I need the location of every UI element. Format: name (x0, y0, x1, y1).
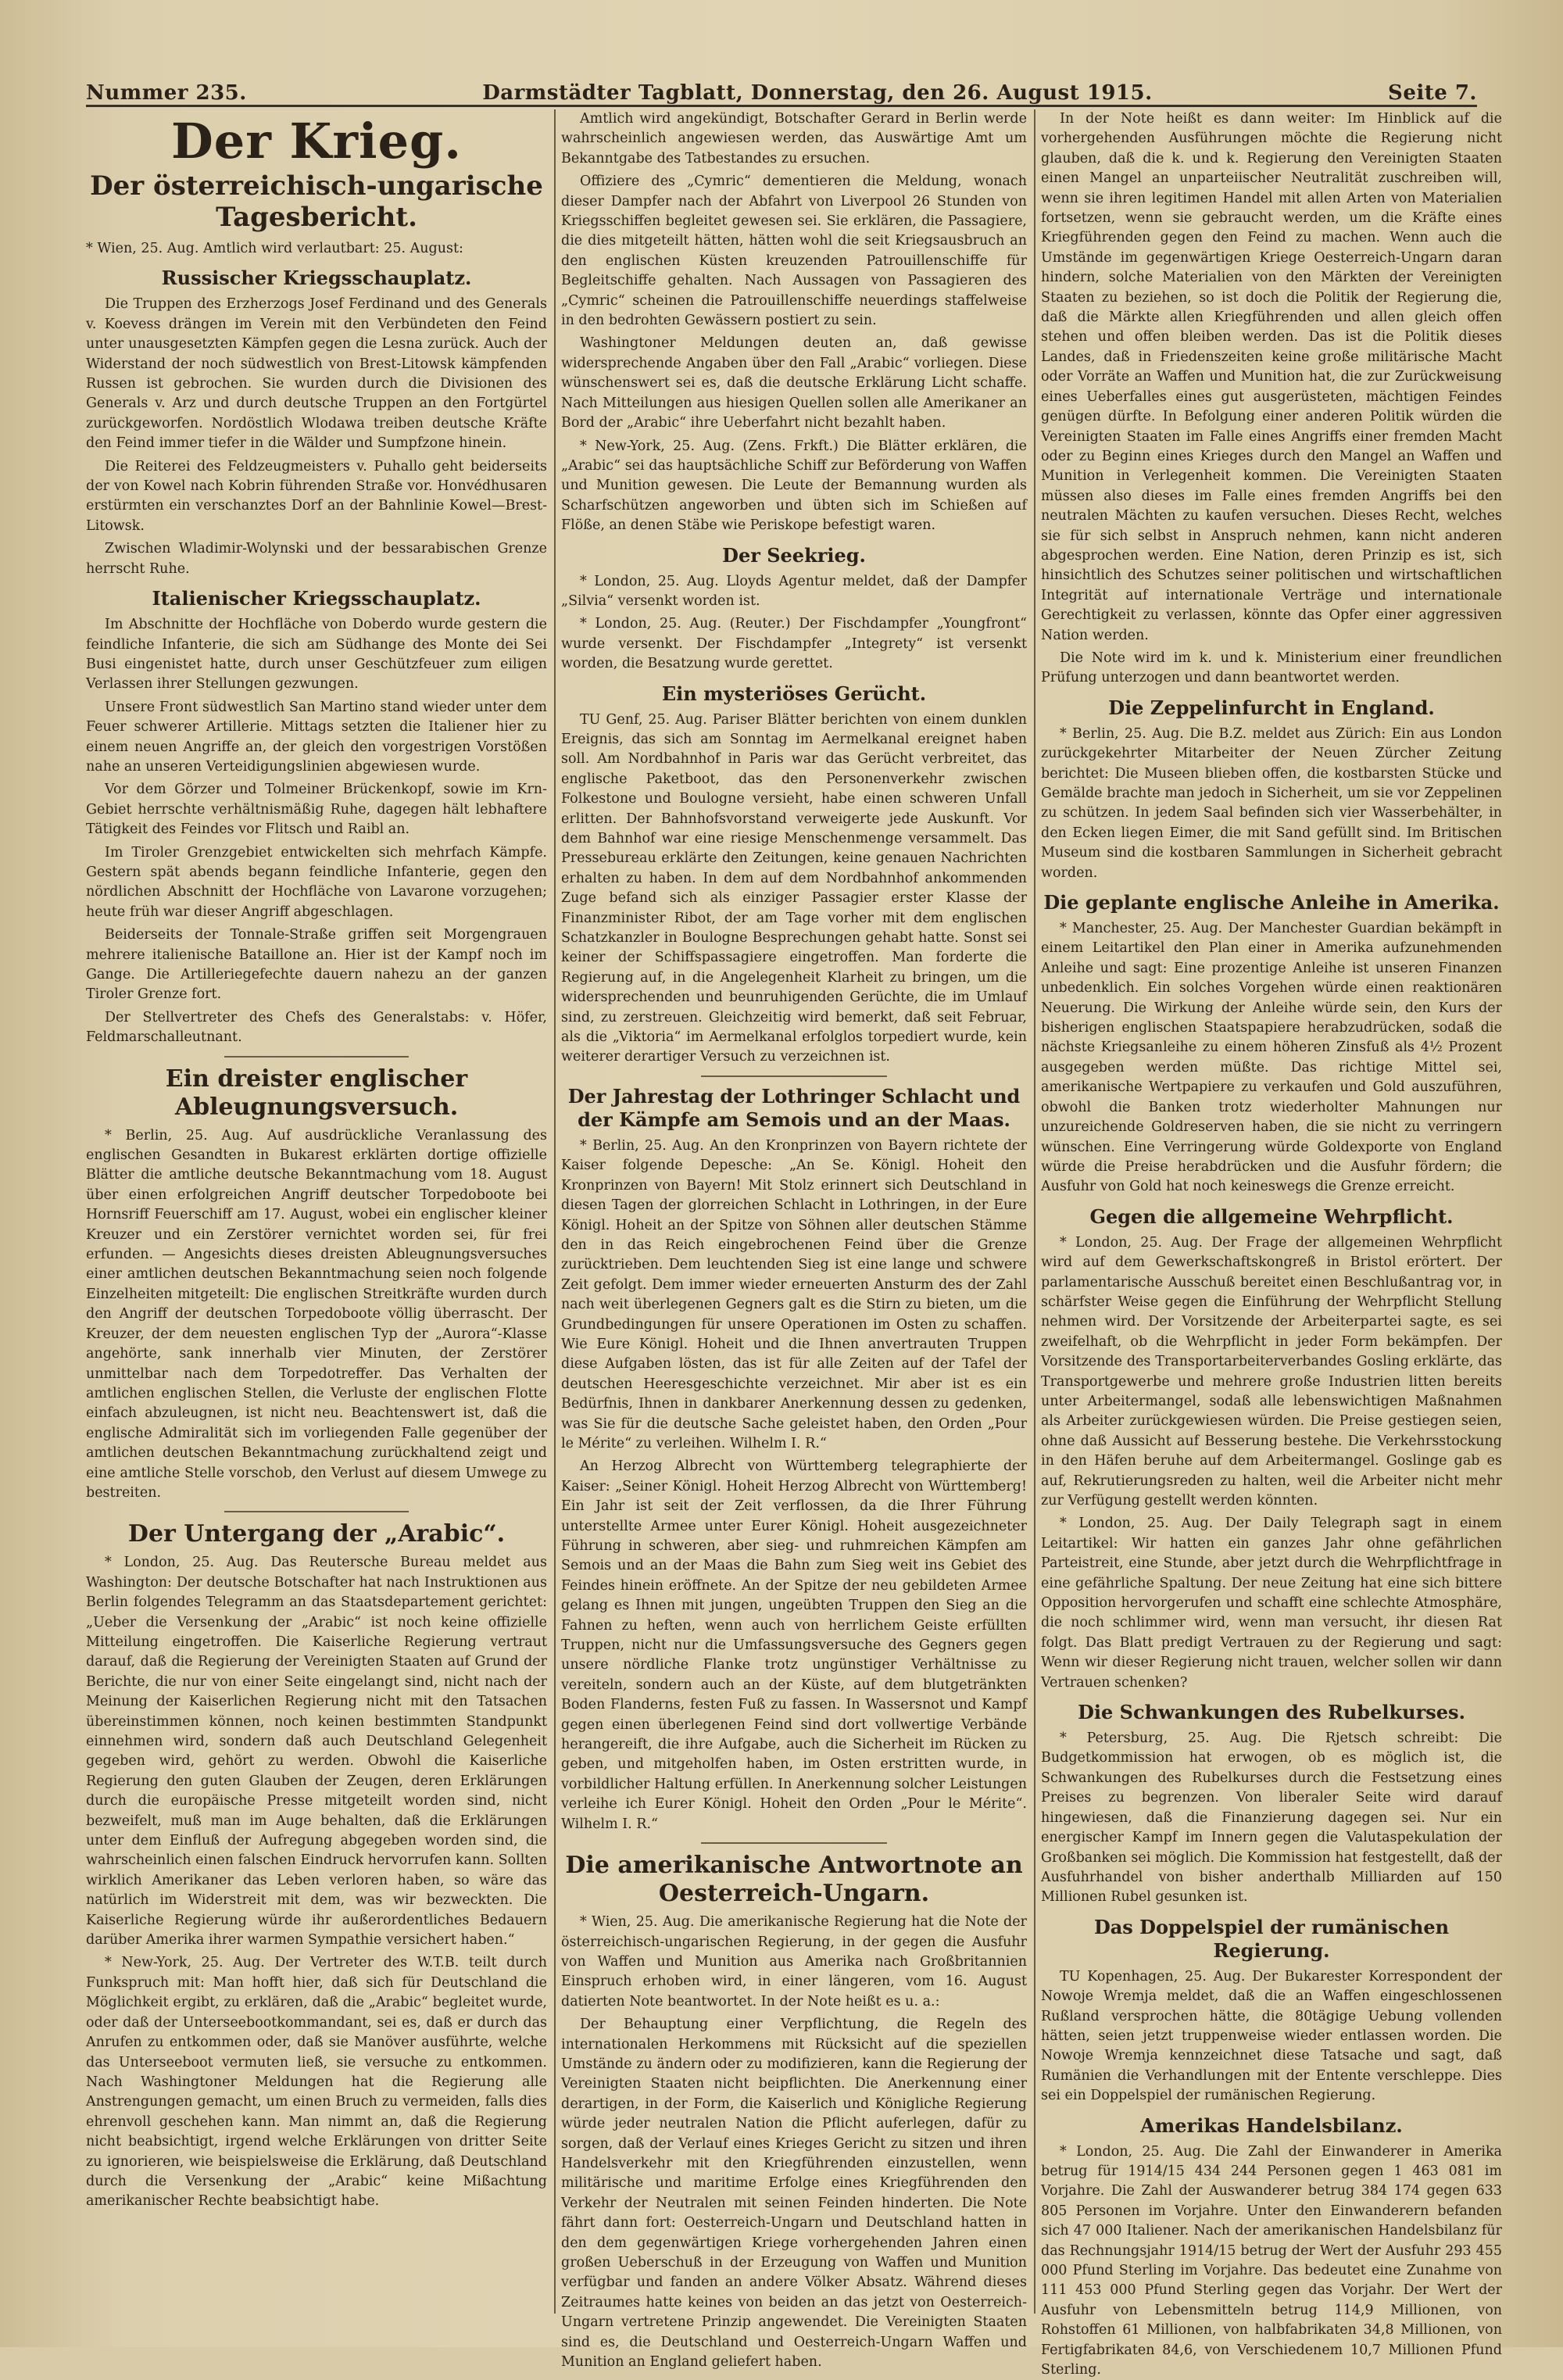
headline-geruecht: Ein mysteriöses Gerücht. (661, 682, 927, 705)
column-divider (1034, 109, 1035, 2314)
headline-lothringen: Der Jahrestag der Lothringer Schlacht und der Kämpfe am Semois und an der Maas. (567, 1084, 1021, 1131)
section-heading-russia: Russischer Kriegsschauplatz. (161, 267, 472, 290)
sub-headline: Der österreichisch-ungarische Tagesbericht. (90, 170, 543, 233)
paragraph: * Berlin, 25. Aug. An den Kronprinzen von Bayern richtete der Kaiser folgende Depesche: „An Se. Königl. Hoheit den Kronprinzen von Bayern! Mit Stolz erinnert sich Deutschland in diesen Tagen der glorreichen Schlacht in Lothringen, in der Eure Königl. Hoheit an der Spitze von Söhnen aller deutschen Stämme den in das Reich eingebrochenen Feind über die Grenze zurücktrieben. Dem leuchtenden Sieg ist eine lange und schwere Zeit gefolgt. Dem immer wieder erneuerten Ansturm des der Zahl nach weit überlegenen Gegners galt es die Stirn zu bieten, um die Grundbedingungen für unsere Operationen im Osten zu schaffen. Wie Eure Königl. Hoheit und die Ihnen anvertrauten Truppen diese Aufgaben lösten, das ist für alle Zeiten auf der Tafel der deutschen Heeresgeschichte verzeichnet. Mir aber ist es ein Bedürfnis, Ihnen in dankbarer Anerkennung dessen zu gedenken, was Sie für die deutsche Sache geleistet haben, den Orden „Pour le Mérite“ zu verleihen. Wilhelm I. R.“ (561, 1137, 1027, 1451)
paragraph: * Wien, 25. Aug. Die amerikanische Regierung hat die Note der österreichisch-ungarischen Regierung, in der gegen die Ausfuhr von Waffen und Munition aus Amerika nach Großbritannien Einspruch erhoben wird, in einer längeren, vom 16. August datierten Note beantwortet. In der Note heißt es u. a.: (561, 1914, 1027, 2010)
paragraph: * London, 25. Aug. Die Zahl der Einwanderer in Amerika betrug für 1914/15 434 244 Personen gegen 1 463 081 im Vorjahre. Die Zahl der Auswanderer betrug 384 174 gegen 633 805 Personen im Vorjahre. Unter den Einwanderern befanden sich 47 000 Italiener. Nach der amerikanischen Handelsbilanz für das Rechnungsjahr 1914/15 betrug der Wert der Ausfuhr 293 455 000 Pfund Sterling im Vorjahre. Das bedeutet eine Zunahme von 111 453 000 Pfund Sterling gegen das Vorjahr. Der Wert der Ausfuhr von Lebensmitteln betrug 114,9 Millionen, von Rohstoffen 61 Millionen, von halbfabrikaten 34,8 Millionen, von Fertigfabrikaten 84,6, von Verschiedenem 10,7 Millionen Pfund Sterling. (1041, 2143, 1502, 2378)
paragraph: Zwischen Wladimir-Wolynski und der bessarabischen Grenze herrscht Ruhe. (86, 541, 547, 577)
page-number: Seite 7. (1388, 81, 1477, 105)
headline-ableugnung: Ein dreister englischer Ableugnungsversuch. (165, 1065, 468, 1121)
paragraph: Vor dem Görzer und Tolmeiner Brückenkopf, sowie im Krn-Gebiet herrschte verhältnismäßig Ruhe, dagegen hält lebhaftere Tätigkeit des Feindes vor Flitsch und Raibl an. (86, 782, 547, 838)
paragraph: * London, 25. Aug. (Reuter.) Der Fischdampfer „Youngfront“ wurde versenkt. Der Fischdampfer „Integrety“ ist versenkt worden, die Besatzung wurde gerettet. (561, 616, 1027, 672)
paragraph: Im Abschnitte der Hochfläche von Doberdo wurde gestern die feindliche Infanterie, die sich am Südhange des Monte dei Sei Busi eingenistet hatte, durch unser Geschützfeuer zum eiligen Verlassen ihrer Stellungen gezwungen. (86, 617, 547, 693)
paragraph: * Petersburg, 25. Aug. Die Rjetsch schreibt: Die Budgetkommission hat erwogen, ob es möglich ist, die Schwankungen des Rubelkurses durch die Festsetzung eines Preises zu begrenzen. Von liberaler Seite wird darauf hingewiesen, daß die Finanzierung dagegen sei. Nur ein energischer Kampf im Innern gegen die Valutaspekulation der Großbanken sei möglich. Die Kommission hat festgestellt, daß der Ausfuhrhandel von bisher anderthalb Milliarden auf 150 Millionen Rubel gesunken ist. (1041, 1730, 1502, 1906)
headline-anleihe: Die geplante englische Anleihe in Amerika. (1043, 891, 1500, 914)
paragraph: * London, 25. Aug. Der Frage der allgemeinen Wehrpflicht wird auf dem Gewerkschaftskongreß in Bristol erörtert. Der parlamentarische Ausschuß bereitet einen Beschlußantrag vor, in schärfster Weise gegen die Einführung der Wehrpflicht Stellung nehmen wird. Der Vorsitzende der Arbeiterpartei sagte, es sei zweifelhaft, ob die Wehrpflicht in jeder Form bekämpfen. Der Vorsitzende des Transportarbeiterverbandes Gosling erklärte, das Transportgewerbe und mehrere große Industrien litten bereits unter Arbeitermangel, sodaß alle lebenswichtigen Maßnahmen als Arbeiter zurückgewiesen würden. Die Preise gestiegen seien, ohne daß Aussicht auf Besserung bestehe. Die Verkehrsstockung in den Häfen beruhe auf dem Arbeitermangel. Goslinge gab es auf, Rekrutierungsreden zu halten, weil die Arbeiter nicht mehr zur Verfügung gestellt werden könnten. (1041, 1234, 1502, 1509)
paragraph: In der Note heißt es dann weiter: Im Hinblick auf die vorhergehenden Ausführungen möchte die Regierung nicht glauben, daß die k. und k. Regierung den Vereinigten Staaten einen Mangel an unparteiischer Neutralität zuschreiben will, wenn sie ihren legitimen Handel mit allen Arten von Materialien fortsetzen, wenn sie gebraucht werden, um die Kräfte eines Kriegführenden gegen den Feind zu machen. Wenn auch die Umstände im gegenwärtigen Kriege Oesterreich-Ungarn daran hindern, solche Materialien von den Märkten der Vereinigten Staaten zu beziehen, so ist doch die Politik der Regierung die, daß die Märkte allen Kriegführenden und allen gleich offen stehen und offen bleiben werden. Das ist die Politik dieses Landes, daß in Friedenszeiten keine große militärische Macht oder Vorräte an Waffen und Munition hat, die zur Zurückweisung eines Ueberfalles eines gut ausgerüsteten, mächtigen Feindes genügen dürfte. In Befolgung einer anderen Politik würden die Vereinigten Staaten im Falle eines Angriffs einer fremden Macht oder zu Beginn eines Krieges durch den Mangel an Waffen und Munition in Verlegenheit kommen. Die Vereinigten Staaten müssen also dieses im Falle eines fremden Angriffs bei den neutralen Mächten zu kaufen versuchen. Dieses Recht, welches sie für sich selbst in Anspruch nehmen, kann nicht anderen abgesprochen werden. Eine Nation, deren Prinzip es ist, sich hinsichtlich des Schutzes seiner politischen und wirtschaftlichen Integrität auf internationale Verträge und internationale Gerechtigkeit zu verlassen, könnte das Opfer einer aggressiven Nation werden. (1041, 111, 1502, 643)
column-2 (561, 109, 1027, 2371)
paragraph: Beiderseits der Tonnale-Straße griffen seit Morgengrauen mehrere italienische Bataillone an. Hier ist der Kampf noch im Gange. Die Artilleriegefechte dauern nahezu an der ganzen Tiroler Grenze fort. (86, 927, 547, 1003)
headline-rubelkurs: Die Schwankungen des Rubelkurses. (1078, 1701, 1465, 1724)
headline-rumaenien: Das Doppelspiel der rumänischen Regierung. (1093, 1915, 1450, 1962)
headline-zeppelin: Die Zeppelinfurcht in England. (1108, 696, 1435, 719)
paragraph: * Berlin, 25. Aug. Die B.Z. meldet aus Zürich: Ein aus London zurückgekehrter Mitarbeiter der Neuen Zürcher Zeitung berichtet: Die Museen blieben offen, die kostbarsten Stücke und Gemälde brachte man jedoch in Sicherheit, um sie vor Zeppelinen zu schützen. In jedem Saal befinden sich vier Wasserbehälter, in den Ecken liegen Eimer, die mit Sand gefüllt sind. Im Britischen Museum sind die kostbaren Sammlungen in Sicherheit gebracht worden. (1041, 725, 1502, 881)
section-heading-italy: Italienischer Kriegsschauplatz. (152, 587, 481, 610)
separator (224, 1511, 409, 1512)
headline-antwortnote: Die amerikanische Antwortnote an Oesterreich-Ungarn. (565, 1852, 1023, 1908)
paragraph: * Manchester, 25. Aug. Der Manchester Guardian bekämpft in einem Leitartikel den Plan einer in Amerika aufzunehmenden Anleihe und sagt: Eine prozentige Anleihe ist unseren Finanzen unbedenklich. Ein solches Vorgehen würde einen reaktionären Neuerung. Die Wirkung der Anleihe würde sein, den Kurs der bisherigen englischen Staatspapiere herabzudrücken, sodaß die nächste Kriegsanleihe zu einem höheren Zinsfuß als 4½ Prozent ausgegeben werden müßte. Das richtige Mittel sei, amerikanische Wertpapiere zu verkaufen und Gold auszuführen, obwohl die Banken trotz wiederholter Mahnungen nur unzureichende Goldreserven haben, die sie nicht zu verringern wünschen. Eine Verringerung würde Goldexporte von England würde die Preise herabdrücken und die Ausfuhr fördern; die Ausfuhr von Gold hat noch keineswegs die Grenze erreicht. (1041, 921, 1502, 1195)
paragraph: Washingtoner Meldungen deuten an, daß gewisse widersprechende Angaben über den Fall „Arabic“ vorliegen. Diese wünschenswert sei es, daß die deutsche Erklärung Licht schaffe. Nach Mitteilungen aus hiesigen Quellen sollen alle Amerikaner an Bord der „Arabic“ ihre Ueberfahrt nicht bezahlt haben. (561, 335, 1027, 431)
paragraph: * London, 25. Aug. Der Daily Telegraph sagt in einem Leitartikel: Wir hatten ein ganzes Jahr ohne gefährlichen Parteistreit, eine Stunde, aber jetzt durch die Wehrpflichtfrage in eine gefährliche Spaltung. Der neue Zeitung hat eine sich bittere Opposition hervorgerufen und schafft eine schlechte Atmosphäre, die noch schlimmer wird, wenn man versucht, ihr diesen Rat folgt. Das Blatt predigt Vertrauen zu der Regierung und sagt: Wenn wir dieser Regierung nicht trauen, welcher sollen wir dann Vertrauen schenken? (1041, 1516, 1502, 1691)
article-intro: * Wien, 25. Aug. Amtlich wird verlautbart: 25. August: (86, 241, 463, 256)
separator (224, 1056, 409, 1058)
headline-seekrieg: Der Seekrieg. (722, 543, 866, 567)
masthead (86, 61, 1477, 107)
paragraph: Amtlich wird angekündigt, Botschafter Gerard in Berlin werde wahrscheinlich angewiesen werden, das Auswärtige Amt um Bekanntgabe des Tatbestandes zu ersuchen. (561, 111, 1027, 166)
issue-number: Nummer 235. (86, 81, 247, 105)
paragraph: An Herzog Albrecht von Württemberg telegraphierte der Kaiser: „Seiner Königl. Hoheit Herzog Albrecht von Württemberg! Ein Jahr ist seit der Zeit verflossen, da die Ihrer Führung unterstellte Armee unter Eurer Königl. Hoheit ausgezeichneter Führung in schweren, aber sieg- und ruhmreichen Kämpfen am Semois und an der Maas die Bahn zum Sieg weit ins Gebiet des Feindes hinein eröffnete. An der Spitze der neu gebildeten Armee gelang es Ihnen mit jungen, ungeübten Truppen den Sieg an die Fahnen zu heften, wenn auch von herrlichem Geiste erfüllten Truppen, nicht nur die Umfassungsversuche des Gegners gegen unsere nördliche Flanke trotz ungünstiger Verhältnisse zu vereiteln, sondern auch an der Küste, auf dem blutgetränkten Boden Flanderns, festen Fuß zu fassen. In Wassersnot und Kampf gegen einen überlegenen Feind sind dort vollwertige Verbände herangereift, die ihre Aufgabe, auch die Sicherheit im Rücken zu geben, und mitgeholfen haben, im Osten erstritten wurde, in vorbildlicher Haltung erfüllen. In Anerkennung solcher Leistungen verleihe ich Eurer Königl. Hoheit den Orden „Pour le Mérite“. Wilhelm I. R.“ (561, 1458, 1027, 1832)
signature: Der Stellvertreter des Chefs des Generalstabs: v. Höfer, Feldmarschalleutnant. (86, 1009, 547, 1046)
paragraph: * London, 25. Aug. Lloyds Agentur meldet, daß der Dampfer „Silvia“ versenkt worden ist. (561, 573, 1027, 609)
paragraph: * New-York, 25. Aug. Der Vertreter des W.T.B. teilt durch Funkspruch mit: Man hofft hier, daß sich für Deutschland die Möglichkeit ergibt, zu erklären, daß die „Arabic“ begleitet wurde, oder daß der Unterseebootkommandant, sei es, daß er durch das Anrufen zu entkommen oder, daß sie Manöver ausführte, welche das Unterseeboot vermuten ließ, sie versuche zu entkommen. Nach Washingtoner Meldungen hat die Regierung alle Anstrengungen gemacht, um einen Bruch zu vermeiden, falls dies ehrenvoll geschehen kann. Man nimmt an, daß die Regierung nicht beabsichtigt, irgend welche Erklärungen von dritter Seite zu ignorieren, wie beispielsweise die Erklärung, daß Deutschland durch die Versenkung der „Arabic“ keine Mißachtung amerikanischer Rechte beabsichtigt habe. (86, 1955, 547, 2210)
paragraph: TU Kopenhagen, 25. Aug. Der Bukarester Korrespondent der Nowoje Wremja meldet, daß die an Waffen eingeschlossenen Rußland versprochen hätte, die 80tägige Uebung vollenden hätten, seien jetzt truppenweise wieder entlassen worden. Die Nowoje Wremja kennzeichnet diese Tatsache und sagt, daß Rumänien die Verhandlungen mit der Entente verschleppe. Dies sei ein Doppelspiel der rumänischen Regierung. (1041, 1968, 1502, 2104)
headline-handelsbilanz: Amerikas Handelsbilanz. (1140, 2113, 1403, 2137)
paragraph: Die Truppen des Erzherzogs Josef Ferdinand und des Generals v. Koevess drängen im Verein mit den Verbündeten den Feind unter unausgesetzten Kämpfen gegen die Lesna zurück. Auch der Widerstand der noch südwestlich von Brest-Litowsk kämpfenden Russen ist gebrochen. Sie wurden durch die Divisionen des Generals v. Arz und durch deutsche Truppen an den Fortgürtel zurückgeworfen. Nordöstlich Wlodawa treiben deutsche Kräfte den Feind immer tiefer in die Wälder und Sumpfzone hinein. (86, 296, 547, 452)
paragraph: Unsere Front südwestlich San Martino stand wieder unter dem Feuer schwerer Artillerie. Mittags setzten die Italiener hier zu einem neuen Angriffe an, der gleich den vorgestrigen Vorstößen nahe an unseren Verteidigungslinien abgewiesen wurde. (86, 699, 547, 775)
paragraph: Die Note wird im k. und k. Ministerium einer freundlichen Prüfung unterzogen und dann beantwortet werden. (1041, 650, 1502, 686)
column-divider (554, 109, 556, 2314)
headline-arabic: Der Untergang der „Arabic“. (127, 1520, 506, 1548)
headline-wehrpflicht: Gegen die allgemeine Wehrpflicht. (1089, 1204, 1454, 1228)
paragraph: Die Reiterei des Feldzeugmeisters v. Puhallo geht beiderseits der von Kowel nach Kobrin führenden Straße vor. Honvédhusaren erstürmten ein verschanztes Dorf an der Bahnlinie Kowel—Brest-Litowsk. (86, 458, 547, 534)
paragraph: * New-York, 25. Aug. (Zens. Frkft.) Die Blätter erklären, die „Arabic“ sei das hauptsächliche Schiff zur Beförderung von Waffen und Munition gewesen. Die Leute der Bemannung wurden als Scharfschützen angeworben und übten sich im Schießen auf Flöße, an denen Stäbe wie Periskope befestigt waren. (561, 438, 1027, 534)
column-1 (86, 109, 547, 2321)
paragraph: * London, 25. Aug. Das Reutersche Bureau meldet aus Washington: Der deutsche Botschafter hat nach Instruktionen aus Berlin folgendes Telegramm an das Staatsdepartement gerichtet: „Ueber die Versenkung der „Arabic“ ist noch keine offizielle Mitteilung eingetroffen. Die Kaiserliche Regierung vertraut darauf, daß die Regierung der Vereinigten Staaten auf Grund der Berichte, die nur von einer Seite eingelangt sind, nicht nach der Meinung der Kaiserlichen Regierung nicht mit den Tatsachen übereinstimmen können, noch keinen bestimmten Standpunkt einnehmen wird, sondern daß auch Deutschland Gelegenheit gegeben wird, gehört zu werden. Obwohl die Kaiserliche Regierung den guten Glauben der Zeugen, deren Erklärungen durch die europäische Presse mitgeteilt worden sind, nicht bezweifelt, muß man im Auge behalten, daß die Erklärungen unter dem Einfluß der Aufregung abgegeben worden sind, die wahrscheinlich einen falschen Eindruck hervorrufen kann. Sollten wirklich Amerikaner das Leben verloren haben, so wäre das natürlich im Widerstreit mit dem, was wir bezweckten. Die Kaiserliche Regierung würde ihr außerordentliches Bedauern darüber Amerika ihrer warmen Sympathie versichert haben.“ (86, 1555, 547, 1949)
separator (701, 1842, 887, 1844)
separator (701, 1075, 887, 1077)
main-headline: Der Krieg. (171, 113, 462, 170)
paragraph: TU Genf, 25. Aug. Pariser Blätter berichten von einem dunklen Ereignis, das sich am Sonntag im Aermelkanal ereignet haben soll. Am Nordbahnhof in Paris war das Gerücht verbreitet, das englische Paketboot, das den Personenverkehr zwischen Folkestone und Boulogne versieht, habe einen schweren Unfall erlitten. Der Bahnhofsvorstand verweigerte jede Auskunft. Vor dem Bahnhof war eine riesige Menschenmenge versammelt. Das Pressebureau erklärte den Zeitungen, keine genauen Nachrichten erhalten zu haben. In dem auf dem Nordbahnhof ankommenden Zuge befand sich als einziger Passagier erster Klasse der Finanzminister Ribot, der am Tage vorher mit dem englischen Schatzkanzler in Boulogne Besprechungen gehabt hatte. Sonst sei keiner der Schiffspassagiere eingetroffen. Man forderte die Regierung auf, in die Angelegenheit Klarheit zu bringen, um die widersprechenden und beunruhigenden Gerüchte, die im Umlauf sind, zu zerstreuen. Gleichzeitig wird bemerkt, daß seit Februar, als die „Viktoria“ im Aermelkanal erfolglos torpediert wurde, kein weiterer derartiger Versuch zu verzeichnen ist. (561, 711, 1027, 1065)
paragraph: Der Behauptung einer Verpflichtung, die Regeln des internationalen Herkommens mit Rücksicht auf die speziellen Umstände zu ändern oder zu modifizieren, kann die Regierung der Vereinigten Staaten nicht beipflichten. Die Anerkennung einer derartigen, in der Form, die Kaiserlich und Königliche Regierung würde jeder neutralen Nation die Pflicht auferlegen, dafür zu sorgen, daß der Verlauf eines Krieges Gericht zu sitzen und ihren Handelsverkehr mit den Kriegführenden einzustellen, wenn militärische und maritime Erfolge eines Kriegführenden den Verkehr der Neutralen mit seinen Feinden hinderten. Die Note fährt dann fort: Oesterreich-Ungarn und Deutschland hatten in den dem gegenwärtigen Kriege vorhergehenden Jahren einen großen Ueberschuß in der Erzeugung von Waffen und Munition verfügbar und fanden an andere Völker Absatz. Während dieses Zeitraumes hatte keines von beiden an das jetzt von Oesterreich-Ungarn vertretene Prinzip angewendet. Die Vereinigten Staaten sind es, die Deutschland und Oesterreich-Ungarn Waffen und Munition an England geliefert haben. (561, 2017, 1027, 2371)
paragraph: * Berlin, 25. Aug. Auf ausdrückliche Veranlassung des englischen Gesandten in Bukarest erklärten dortige offizielle Blätter die amtliche deutsche Bekanntmachung vom 18. August über einen erfolgreichen Angriff deutscher Torpedoboote bei Hornsriff Feuerschiff am 17. August, wobei ein englischer kleiner Kreuzer und ein Zerstörer vernichtet worden sei, für frei erfunden. — Angesichts dieses dreisten Ableugnungsversuches einer amtlichen deutschen Bekanntmachung seien noch folgende Einzelheiten mitgeteilt: Die englischen Streitkräfte wurden durch den Angriff der deutschen Torpedoboote völlig überrascht. Der Kreuzer, der dem neuesten englischen Typ der „Aurora“-Klasse angehörte, sank innerhalb vier Minuten, der Zerstörer unmittelbar nach dem Torpedotreffer. Das Verhalten der amtlichen englischen Stellen, die Verluste der englischen Flotte einfach abzuleugnen, ist nicht neu. Beachtenswert ist, daß die englische Admiralität sich im vorliegenden Falle gegenüber der amtlichen deutschen Bekanntmachung zurückhaltend zeigt und eine amtliche Stelle vorschob, den Verlust auf diesem Umwege zu bestreiten. (86, 1127, 547, 1501)
paragraph: Offiziere des „Cymric“ dementieren die Meldung, wonach dieser Dampfer nach der Abfahrt von Liverpool 26 Stunden von Kriegsschiffen begleitet gewesen sei. Sie erklären, die Passagiere, die dies mitgeteilt hätten, hätten wohl die seit Kriegsausbruch an den englischen Küsten kreuzenden Patrouillenschiffe für Begleitschiffe gehalten. Nach Aussagen von Passagieren des „Cymric“ scheinen die Patrouillenschiffe neuerdings staffelweise in den bedrohten Gewässern postiert zu sein. (561, 174, 1027, 329)
newspaper-title-date: Darmstädter Tagblatt, Donnerstag, den 26. August 1915. (482, 81, 1153, 105)
paragraph: Im Tiroler Grenzgebiet entwickelten sich mehrfach Kämpfe. Gestern spät abends begann feindliche Infanterie, gegen den nördlichen Abschnitt der Hochfläche von Lavarone vorzugehen; heute früh war dieser Angriff abgeschlagen. (86, 844, 547, 920)
column-3 (1041, 109, 1502, 2378)
